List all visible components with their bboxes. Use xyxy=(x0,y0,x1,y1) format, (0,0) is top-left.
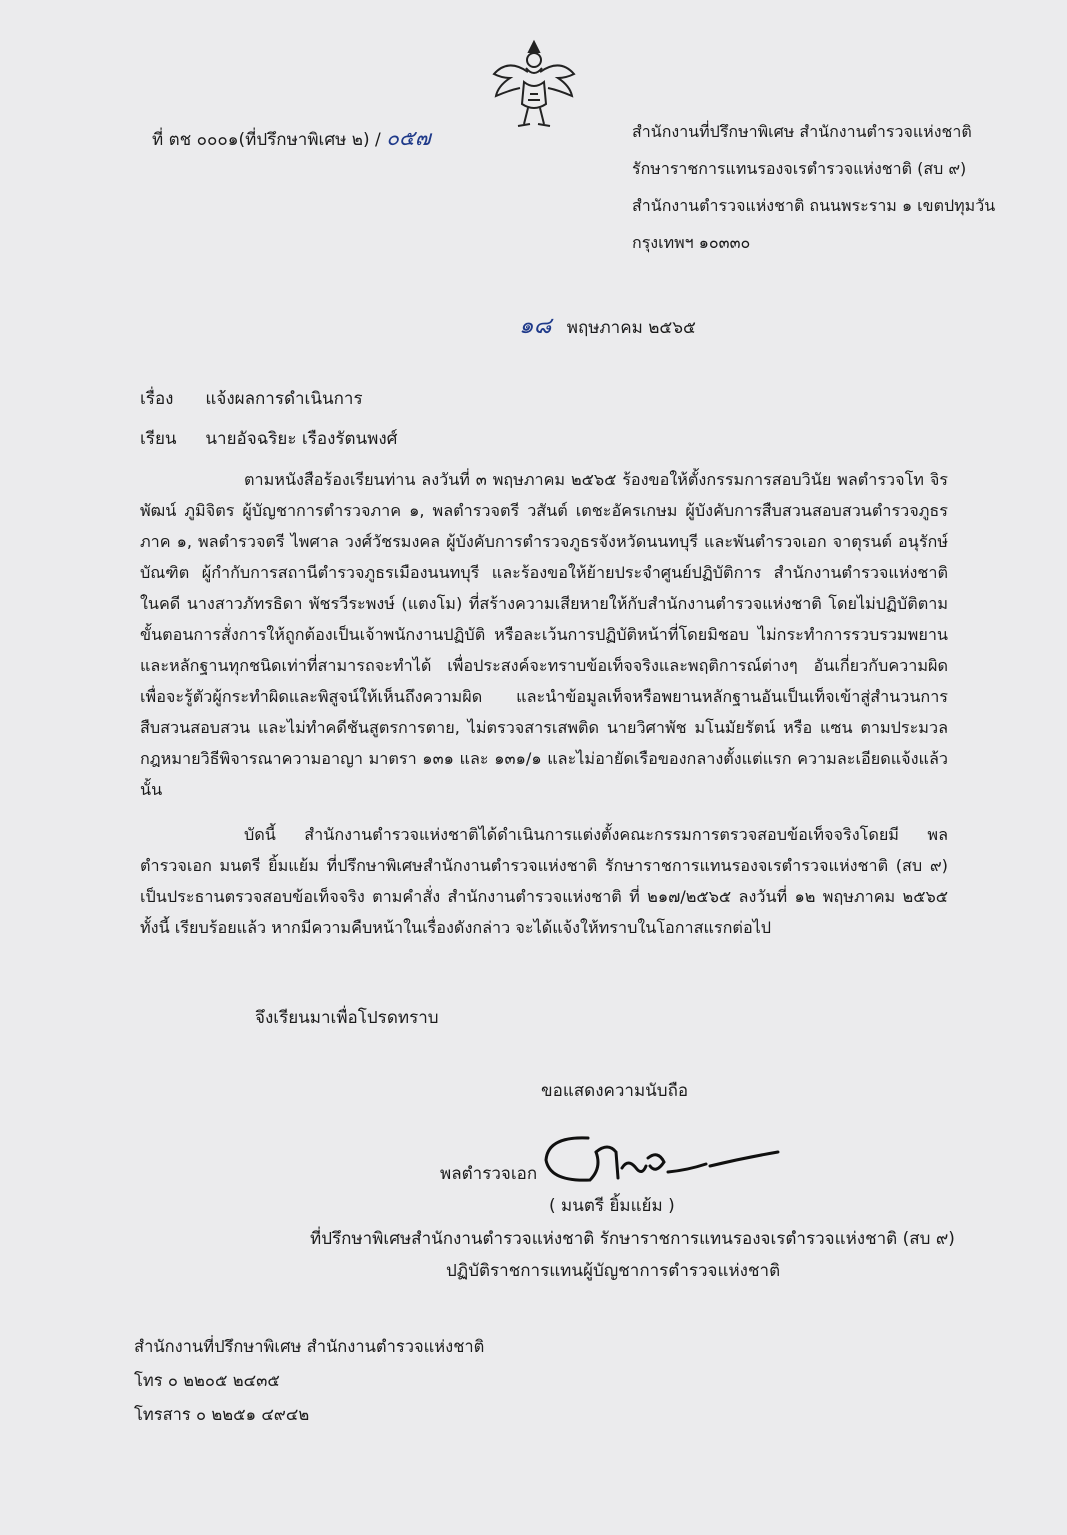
footer-office: สำนักงานที่ปรึกษาพิเศษ สำนักงานตำรวจแห่งชาติ xyxy=(134,1337,485,1356)
sender-address xyxy=(632,113,995,261)
subject-line xyxy=(140,385,363,412)
address-line: สำนักงานตำรวจแห่งชาติ ถนนพระราม ๑ เขตปทุมวัน xyxy=(632,196,996,215)
address-line: กรุงเทพฯ ๑๐๓๓๐ xyxy=(632,233,751,252)
recipient-line xyxy=(140,425,397,452)
document-number xyxy=(152,122,431,155)
signer-rank: พลตำรวจเอก xyxy=(440,1164,538,1184)
subject-label: เรื่อง xyxy=(140,389,174,409)
signer-name: ( มนตรี ยิ้มแย้ม ) xyxy=(549,1196,675,1216)
letter-date xyxy=(519,308,696,344)
closing-phrase: จึงเรียนมาเพื่อโปรดทราบ xyxy=(255,1008,439,1028)
body-paragraph-1 xyxy=(140,464,948,805)
recipient-text: นายอัจฉริยะ เรืองรัตนพงศ์ xyxy=(205,429,398,449)
document-number-handwritten: ๐๕๗ xyxy=(386,126,431,150)
address-line: สำนักงานที่ปรึกษาพิเศษ สำนักงานตำรวจแห่งชาติ xyxy=(632,122,972,141)
date-day-handwritten: ๑๘ xyxy=(519,313,552,339)
document-number-prefix: ที่ ตช ๐๐๐๑(ที่ปรึกษาพิเศษ ๒) / xyxy=(152,130,381,150)
paragraph-text: ตามหนังสือร้องเรียนท่าน ลงวันที่ ๓ พฤษภาคม ๒๕๖๕ ร้องขอให้ตั้งกรรมการสอบวินัย พลตำรวจโท จิรพัฒน์ ภูมิจิตร ผู้บัญชาการตำรวจภาค ๑, พลตำรวจตรี วสันต์ เตชะอัครเกษม ผู้บังคับการสืบสวนสอบสวนตำรวจภูธรภาค ๑, พลตำรวจตรี ไพศาล วงศ์วัชรมงคล ผู้บังคับการตำรวจภูธรจังหวัดนนทบุรี และพันตำรวจเอก จาตุรนต์ อนุรักษ์บัณฑิต ผู้กำกับการสถานีตำรวจภูธรเมืองนนทบุรี และร้องขอให้ย้ายประจำศูนย์ปฏิบัติการ สำนักงานตำรวจแห่งชาติ ในคดี นางสาวภัทรธิดา พัชรวีระพงษ์ (แตงโม) ที่สร้างความเสียหายให้กับสำนักงานตำรวจแห่งชาติ โดยไม่ปฏิบัติตามขั้นตอนการสั่งการให้ถูกต้องเป็นเจ้าพนักงานปฏิบัติ หรือละเว้นการปฏิบัติหน้าที่โดยมิชอบ ไม่กระทำการรวบรวมพยาน และหลักฐานทุกชนิดเท่าที่สามารถจะทำได้ เพื่อประสงค์จะทราบข้อเท็จจริงและพฤติการณ์ต่างๆ อันเกี่ยวกับความผิด เพื่อจะรู้ตัวผู้กระทำผิดและพิสูจน์ให้เห็นถึงความผิด และนำข้อมูลเท็จหรือพยานหลักฐานอันเป็นเท็จเข้าสู่สำนวนการสืบสวนสอบสวน และไม่ทำคดีชันสูตรการตาย, ไม่ตรวจสารเสพติด นายวิศาพัช มโนมัยรัตน์ หรือ แซน ตามประมวลกฎหมายวิธีพิจารณาความอาญา มาตรา ๑๓๑ และ ๑๓๑/๑ และไม่อายัดเรือของกลางตั้งแต่แรก ความละเอียดแจ้งแล้ว นั้น xyxy=(140,470,948,799)
footer-fax: โทรสาร ๐ ๒๒๕๑ ๔๙๔๒ xyxy=(134,1405,310,1424)
body-paragraph-2 xyxy=(140,819,948,943)
signer-title-1: ที่ปรึกษาพิเศษสำนักงานตำรวจแห่งชาติ รักษาราชการแทนรองจเรตำรวจแห่งชาติ (สบ ๙) xyxy=(310,1229,955,1249)
footer-phone: โทร ๐ ๒๒๐๕ ๒๔๓๕ xyxy=(134,1371,280,1390)
signer-title-2: ปฏิบัติราชการแทนผู้บัญชาการตำรวจแห่งชาติ xyxy=(446,1261,781,1281)
paragraph-text: บัดนี้ สำนักงานตำรวจแห่งชาติได้ดำเนินการแต่งตั้งคณะกรรมการตรวจสอบข้อเท็จจริงโดยมี พลตำรวจเอก มนตรี ยิ้มแย้ม ที่ปรึกษาพิเศษสำนักงานตำรวจแห่งชาติ รักษาราชการแทนรองจเรตำรวจแห่งชาติ (สบ ๙) เป็นประธานตรวจสอบข้อเท็จจริง ตามคำสั่ง สำนักงานตำรวจแห่งชาติ ที่ ๒๑๗/๒๕๖๕ ลงวันที่ ๑๒ พฤษภาคม ๒๕๖๕ ทั้งนี้ เรียบร้อยแล้ว หากมีความคืบหน้าในเรื่องดังกล่าว จะได้แจ้งให้ทราบในโอกาสแรกต่อไป xyxy=(140,825,948,937)
regards-phrase: ขอแสดงความนับถือ xyxy=(541,1081,689,1101)
recipient-label: เรียน xyxy=(140,429,177,449)
footer-contact xyxy=(134,1330,484,1432)
handwritten-signature xyxy=(528,1128,783,1190)
address-line: รักษาราชการแทนรองจเรตำรวจแห่งชาติ (สบ ๙) xyxy=(632,159,967,178)
subject-text: แจ้งผลการดำเนินการ xyxy=(205,389,363,409)
garuda-emblem-icon xyxy=(488,38,580,134)
date-month-year: พฤษภาคม ๒๕๖๕ xyxy=(566,318,696,338)
